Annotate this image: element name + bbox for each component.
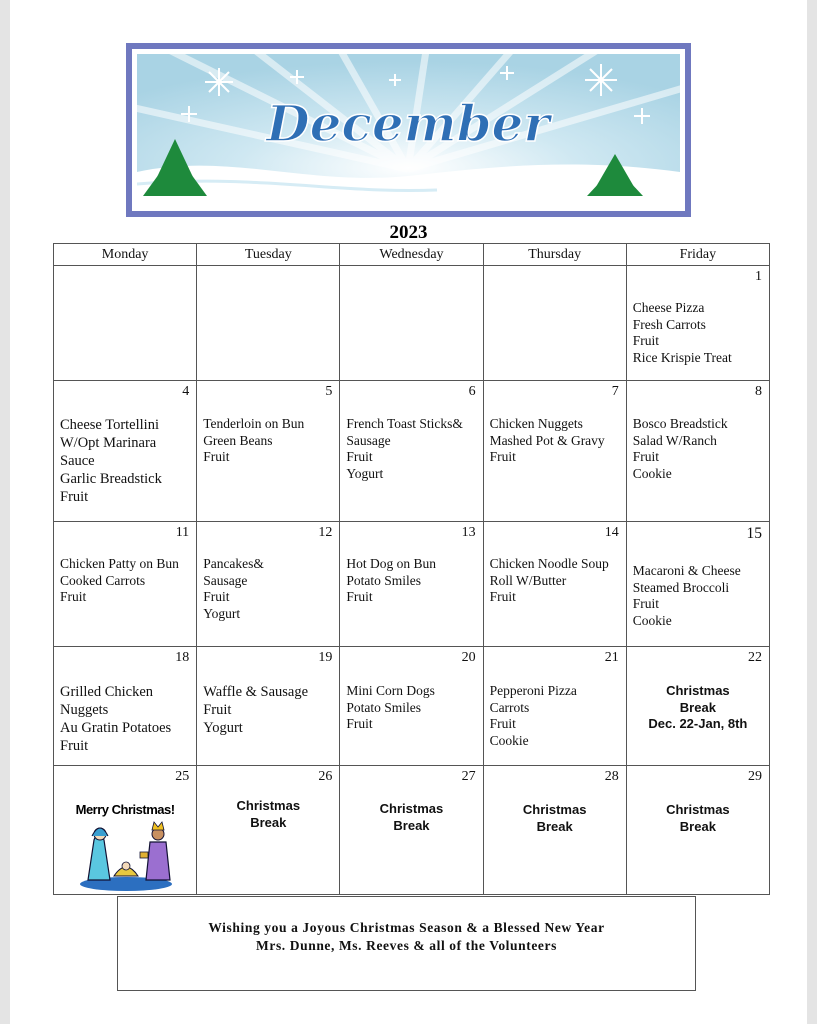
menu-item: Fruit <box>203 702 232 718</box>
break-line: Break <box>536 818 573 834</box>
weekday-header: Monday <box>54 244 197 266</box>
day-number: 26 <box>318 769 333 784</box>
day-number: 18 <box>175 650 190 665</box>
break-line: Break <box>393 817 430 833</box>
menu-item: Cookie <box>632 465 672 481</box>
day-number: 12 <box>318 525 333 540</box>
menu-item: Sauce <box>60 453 95 469</box>
menu-item: Yogurt <box>346 465 384 481</box>
day-cell <box>483 266 626 381</box>
menu-items <box>627 381 769 482</box>
menu-item: Fruit <box>489 716 516 731</box>
banner-title: December <box>266 94 550 153</box>
menu-item: Fruit <box>60 589 87 604</box>
day-number: 7 <box>611 384 619 399</box>
december-banner <box>126 43 691 217</box>
break-line: Break <box>679 699 716 715</box>
menu-item: Carrots <box>489 699 530 715</box>
day-number: 13 <box>461 525 476 540</box>
break-line: Christmas <box>666 802 730 817</box>
menu-item: Yogurt <box>203 605 241 621</box>
break-line: Break <box>679 818 716 834</box>
menu-item: Cookie <box>632 612 672 628</box>
break-line: Christmas <box>379 801 444 816</box>
menu-item: W/Opt Marinara <box>60 435 157 451</box>
day-number: 28 <box>604 769 619 784</box>
day-cell <box>197 522 340 647</box>
day-number: 15 <box>746 525 762 542</box>
break-line: Christmas <box>666 683 730 698</box>
menu-item: Fruit <box>632 333 660 348</box>
day-number: 25 <box>175 769 190 784</box>
menu-item: Mashed Pot & Gravy <box>489 432 605 448</box>
day-number: 20 <box>461 650 476 665</box>
menu-item: Chicken Noodle Soup <box>489 556 609 571</box>
day-number: 4 <box>182 384 190 399</box>
footer-greeting: Wishing you a Joyous Christmas Season & a Blessed New Year <box>208 920 605 935</box>
menu-item: Sausage <box>203 572 248 588</box>
menu-item: Yogurt <box>203 720 243 736</box>
menu-item: Grilled Chicken <box>60 684 154 700</box>
menu-item: French Toast Sticks& <box>346 416 463 431</box>
weekday-header: Tuesday <box>197 244 340 266</box>
day-cell <box>626 381 769 522</box>
menu-item: Fruit <box>60 489 89 505</box>
menu-item: Salad W/Ranch <box>632 432 717 448</box>
break-line: Christmas <box>236 798 301 813</box>
menu-item: Rice Krispie Treat <box>632 349 732 365</box>
year-heading: 2023 <box>389 222 428 243</box>
day-cell <box>626 522 769 647</box>
day-cell <box>626 266 769 381</box>
menu-item: Fruit <box>346 449 373 464</box>
menu-item: Mini Corn Dogs <box>346 683 435 698</box>
menu-item: Cookie <box>489 732 529 748</box>
menu-item: Fruit <box>203 449 230 464</box>
menu-item: Nuggets <box>60 702 109 718</box>
day-cell <box>483 766 626 895</box>
winter-scene-illustration <box>137 54 680 206</box>
menu-item: Potato Smiles <box>346 699 422 715</box>
menu-item: Tenderloin on Bun <box>203 416 305 431</box>
day-number: 6 <box>468 384 476 399</box>
menu-item: Garlic Breadstick <box>60 471 162 487</box>
day-cell <box>340 381 483 522</box>
day-cell <box>54 766 197 895</box>
footer-signature: Mrs. Dunne, Ms. Reeves & all of the Volunteers <box>256 938 557 953</box>
menu-item: Green Beans <box>203 432 273 448</box>
menu-items <box>340 381 482 482</box>
day-cell <box>483 647 626 766</box>
weekday-header: Thursday <box>483 244 626 266</box>
day-number: 22 <box>748 650 762 665</box>
lunch-calendar <box>53 243 770 895</box>
day-cell <box>197 647 340 766</box>
menu-item: Fruit <box>203 589 230 604</box>
day-number: 29 <box>748 769 762 784</box>
break-line: Break <box>250 814 287 830</box>
menu-item: Fruit <box>489 449 516 464</box>
weekday-header: Wednesday <box>340 244 483 266</box>
day-cell <box>197 766 340 895</box>
menu-item: Cheese Tortellini <box>60 417 159 433</box>
menu-item: Fruit <box>346 589 373 604</box>
menu-item: Chicken Patty on Bun <box>60 556 179 571</box>
menu-item: Chicken Nuggets <box>489 416 583 431</box>
menu-items <box>54 381 196 506</box>
day-cell <box>483 381 626 522</box>
menu-item: Fresh Carrots <box>632 316 706 332</box>
week-row <box>54 766 770 895</box>
day-number: 5 <box>325 384 333 399</box>
menu-items <box>484 381 626 466</box>
day-cell <box>54 266 197 381</box>
day-cell <box>340 522 483 647</box>
day-number: 14 <box>604 525 619 540</box>
day-number: 27 <box>461 769 476 784</box>
menu-item: Steamed Broccoli <box>632 579 730 595</box>
menu-item: Fruit <box>489 589 516 604</box>
day-cell <box>54 522 197 647</box>
day-cell <box>340 266 483 381</box>
nativity-scene-icon <box>76 818 176 892</box>
menu-item: Fruit <box>632 449 660 464</box>
menu-item: Au Gratin Potatoes <box>60 720 172 736</box>
menu-item: Roll W/Butter <box>489 572 567 588</box>
day-cell <box>54 381 197 522</box>
footer-message-box <box>117 896 696 991</box>
menu-item: Sausage <box>346 432 391 448</box>
menu-item: Bosco Breadstick <box>632 416 728 431</box>
week-row <box>54 266 770 381</box>
menu-item: Macaroni & Cheese <box>632 563 741 578</box>
menu-item: Hot Dog on Bun <box>346 556 437 571</box>
menu-item: Fruit <box>60 738 89 754</box>
day-cell <box>340 647 483 766</box>
week-row <box>54 647 770 766</box>
menu-item: Cheese Pizza <box>632 300 705 315</box>
day-cell <box>626 766 769 895</box>
day-number: 8 <box>755 384 762 399</box>
day-number: 19 <box>318 650 333 665</box>
merry-christmas-text: Merry Christmas! <box>75 802 175 817</box>
day-cell <box>197 266 340 381</box>
day-number: 21 <box>604 650 619 665</box>
day-cell <box>197 381 340 522</box>
day-number: 11 <box>175 525 190 540</box>
day-cell <box>626 647 769 766</box>
menu-item: Cooked Carrots <box>60 572 146 588</box>
week-row <box>54 381 770 522</box>
weekday-header: Friday <box>626 244 769 266</box>
menu-items <box>197 381 339 466</box>
break-line: Christmas <box>522 802 587 817</box>
day-cell <box>340 766 483 895</box>
menu-item: Potato Smiles <box>346 572 422 588</box>
menu-item: Waffle & Sausage <box>203 684 309 700</box>
menu-item: Fruit <box>346 716 373 731</box>
day-number: 1 <box>755 269 762 284</box>
weekday-header-row <box>54 244 770 266</box>
day-cell <box>54 647 197 766</box>
menu-items <box>627 266 769 366</box>
menu-item: Pancakes& <box>203 556 264 571</box>
break-line: Dec. 22-Jan, 8th <box>648 716 748 731</box>
week-row <box>54 522 770 647</box>
menu-item: Fruit <box>632 596 660 611</box>
day-cell <box>483 522 626 647</box>
menu-item: Pepperoni Pizza <box>489 683 577 698</box>
